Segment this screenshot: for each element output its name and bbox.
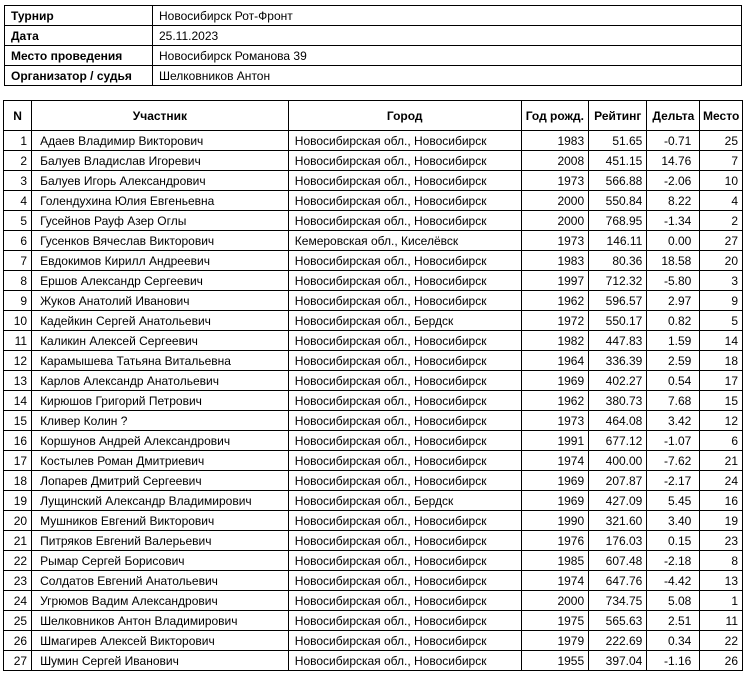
cell-city: Новосибирская обл., Новосибирск xyxy=(288,391,521,411)
cell-rating: 321.60 xyxy=(589,511,647,531)
cell-rating: 336.39 xyxy=(589,351,647,371)
cell-place: 24 xyxy=(700,471,743,491)
cell-birth-year: 2008 xyxy=(521,151,589,171)
cell-delta: 8.22 xyxy=(647,191,700,211)
cell-city: Новосибирская обл., Новосибирск xyxy=(288,531,521,551)
cell-n: 5 xyxy=(4,211,32,231)
table-row xyxy=(4,391,743,411)
cell-city: Новосибирская обл., Новосибирск xyxy=(288,271,521,291)
cell-rating: 397.04 xyxy=(589,651,647,671)
cell-place: 1 xyxy=(700,591,743,611)
cell-n: 9 xyxy=(4,291,32,311)
cell-participant: Рымар Сергей Борисович xyxy=(32,551,289,571)
cell-city: Новосибирская обл., Новосибирск xyxy=(288,291,521,311)
cell-participant: Кирюшов Григорий Петрович xyxy=(32,391,289,411)
cell-birth-year: 2000 xyxy=(521,211,589,231)
cell-city: Новосибирская обл., Новосибирск xyxy=(288,211,521,231)
cell-n: 17 xyxy=(4,451,32,471)
cell-birth-year: 1969 xyxy=(521,471,589,491)
table-row xyxy=(4,271,743,291)
cell-participant: Балуев Владислав Игоревич xyxy=(32,151,289,171)
cell-delta: 2.51 xyxy=(647,611,700,631)
cell-participant: Карамышева Татьяна Витальевна xyxy=(32,351,289,371)
cell-rating: 734.75 xyxy=(589,591,647,611)
header-rating[interactable]: Рейтинг xyxy=(589,101,647,131)
info-value: Шелковников Антон xyxy=(153,66,742,86)
cell-rating: 596.57 xyxy=(589,291,647,311)
cell-place: 8 xyxy=(700,551,743,571)
cell-rating: 222.69 xyxy=(589,631,647,651)
table-row xyxy=(4,291,743,311)
cell-place: 21 xyxy=(700,451,743,471)
cell-n: 19 xyxy=(4,491,32,511)
cell-birth-year: 1983 xyxy=(521,251,589,271)
cell-rating: 550.17 xyxy=(589,311,647,331)
cell-city: Новосибирская обл., Бердск xyxy=(288,311,521,331)
cell-birth-year: 1962 xyxy=(521,291,589,311)
info-row xyxy=(5,6,742,26)
cell-city: Новосибирская обл., Новосибирск xyxy=(288,251,521,271)
cell-n: 3 xyxy=(4,171,32,191)
cell-delta: 3.40 xyxy=(647,511,700,531)
cell-city: Новосибирская обл., Новосибирск xyxy=(288,551,521,571)
table-row xyxy=(4,311,743,331)
cell-n: 8 xyxy=(4,271,32,291)
cell-delta: 0.15 xyxy=(647,531,700,551)
cell-birth-year: 1969 xyxy=(521,371,589,391)
cell-rating: 380.73 xyxy=(589,391,647,411)
cell-place: 9 xyxy=(700,291,743,311)
cell-place: 13 xyxy=(700,571,743,591)
cell-participant: Ершов Александр Сергеевич xyxy=(32,271,289,291)
cell-place: 14 xyxy=(700,331,743,351)
cell-place: 20 xyxy=(700,251,743,271)
cell-participant: Голендухина Юлия Евгеньевна xyxy=(32,191,289,211)
cell-participant: Питряков Евгений Валерьевич xyxy=(32,531,289,551)
cell-delta: 14.76 xyxy=(647,151,700,171)
cell-city: Новосибирская обл., Новосибирск xyxy=(288,591,521,611)
cell-birth-year: 2000 xyxy=(521,191,589,211)
cell-n: 22 xyxy=(4,551,32,571)
cell-birth-year: 1973 xyxy=(521,231,589,251)
cell-place: 27 xyxy=(700,231,743,251)
info-label: Дата xyxy=(5,26,153,46)
cell-delta: -1.07 xyxy=(647,431,700,451)
cell-city: Новосибирская обл., Новосибирск xyxy=(288,611,521,631)
cell-birth-year: 1972 xyxy=(521,311,589,331)
table-row xyxy=(4,531,743,551)
cell-participant: Угрюмов Вадим Александрович xyxy=(32,591,289,611)
cell-rating: 451.15 xyxy=(589,151,647,171)
cell-place: 6 xyxy=(700,431,743,451)
cell-city: Новосибирская обл., Новосибирск xyxy=(288,411,521,431)
table-row xyxy=(4,651,743,671)
cell-rating: 400.00 xyxy=(589,451,647,471)
header-delta[interactable]: Дельта xyxy=(647,101,700,131)
cell-participant: Шелковников Антон Владимирович xyxy=(32,611,289,631)
cell-n: 7 xyxy=(4,251,32,271)
cell-delta: 1.59 xyxy=(647,331,700,351)
table-row xyxy=(4,211,743,231)
cell-birth-year: 1976 xyxy=(521,531,589,551)
table-row xyxy=(4,231,743,251)
cell-birth-year: 1991 xyxy=(521,431,589,451)
cell-birth-year: 1955 xyxy=(521,651,589,671)
cell-rating: 464.08 xyxy=(589,411,647,431)
info-row xyxy=(5,66,742,86)
cell-city: Новосибирская обл., Новосибирск xyxy=(288,451,521,471)
cell-birth-year: 2000 xyxy=(521,591,589,611)
table-row xyxy=(4,511,743,531)
cell-place: 25 xyxy=(700,131,743,151)
cell-n: 1 xyxy=(4,131,32,151)
cell-n: 14 xyxy=(4,391,32,411)
cell-participant: Лопарев Дмитрий Сергеевич xyxy=(32,471,289,491)
table-row xyxy=(4,131,743,151)
cell-rating: 427.09 xyxy=(589,491,647,511)
cell-participant: Гусенков Вячеслав Викторович xyxy=(32,231,289,251)
cell-city: Новосибирская обл., Новосибирск xyxy=(288,171,521,191)
tournament-info-table xyxy=(4,5,742,86)
cell-place: 10 xyxy=(700,171,743,191)
cell-city: Новосибирская обл., Новосибирск xyxy=(288,651,521,671)
cell-place: 23 xyxy=(700,531,743,551)
cell-rating: 566.88 xyxy=(589,171,647,191)
cell-participant: Адаев Владимир Викторович xyxy=(32,131,289,151)
info-label: Турнир xyxy=(5,6,153,26)
cell-rating: 647.76 xyxy=(589,571,647,591)
cell-place: 15 xyxy=(700,391,743,411)
cell-delta: -1.16 xyxy=(647,651,700,671)
table-row xyxy=(4,551,743,571)
cell-birth-year: 1982 xyxy=(521,331,589,351)
cell-city: Новосибирская обл., Новосибирск xyxy=(288,571,521,591)
cell-city: Новосибирская обл., Новосибирск xyxy=(288,351,521,371)
cell-delta: -4.42 xyxy=(647,571,700,591)
info-label: Место проведения xyxy=(5,46,153,66)
cell-city: Новосибирская обл., Новосибирск xyxy=(288,191,521,211)
cell-rating: 447.83 xyxy=(589,331,647,351)
cell-rating: 565.63 xyxy=(589,611,647,631)
cell-participant: Кливер Колин ? xyxy=(32,411,289,431)
table-row xyxy=(4,631,743,651)
cell-participant: Гусейнов Рауф Азер Оглы xyxy=(32,211,289,231)
cell-delta: -2.18 xyxy=(647,551,700,571)
cell-participant: Шмагирев Алексей Викторович xyxy=(32,631,289,651)
cell-birth-year: 1973 xyxy=(521,411,589,431)
table-row xyxy=(4,371,743,391)
cell-place: 3 xyxy=(700,271,743,291)
info-row xyxy=(5,26,742,46)
cell-place: 4 xyxy=(700,191,743,211)
table-row xyxy=(4,611,743,631)
cell-rating: 51.65 xyxy=(589,131,647,151)
cell-place: 16 xyxy=(700,491,743,511)
cell-participant: Жуков Анатолий Иванович xyxy=(32,291,289,311)
table-row xyxy=(4,151,743,171)
cell-n: 21 xyxy=(4,531,32,551)
cell-participant: Кадейкин Сергей Анатольевич xyxy=(32,311,289,331)
cell-birth-year: 1964 xyxy=(521,351,589,371)
cell-place: 5 xyxy=(700,311,743,331)
table-row xyxy=(4,431,743,451)
cell-n: 12 xyxy=(4,351,32,371)
cell-n: 23 xyxy=(4,571,32,591)
cell-n: 13 xyxy=(4,371,32,391)
cell-delta: -5.80 xyxy=(647,271,700,291)
header-city[interactable]: Город xyxy=(288,101,521,131)
header-place[interactable]: Место xyxy=(700,101,743,131)
cell-birth-year: 1985 xyxy=(521,551,589,571)
cell-n: 2 xyxy=(4,151,32,171)
cell-rating: 607.48 xyxy=(589,551,647,571)
info-value: Новосибирск Рот-Фронт xyxy=(153,6,742,26)
cell-rating: 712.32 xyxy=(589,271,647,291)
cell-rating: 207.87 xyxy=(589,471,647,491)
cell-delta: 5.08 xyxy=(647,591,700,611)
cell-rating: 550.84 xyxy=(589,191,647,211)
table-row xyxy=(4,571,743,591)
info-label: Организатор / судья xyxy=(5,66,153,86)
cell-city: Новосибирская обл., Новосибирск xyxy=(288,131,521,151)
header-birth-year[interactable]: Год рожд. xyxy=(521,101,589,131)
cell-place: 7 xyxy=(700,151,743,171)
cell-birth-year: 1990 xyxy=(521,511,589,531)
cell-n: 4 xyxy=(4,191,32,211)
cell-delta: -2.17 xyxy=(647,471,700,491)
cell-delta: 7.68 xyxy=(647,391,700,411)
info-row xyxy=(5,46,742,66)
cell-birth-year: 1979 xyxy=(521,631,589,651)
header-participant[interactable]: Участник xyxy=(32,101,289,131)
cell-place: 19 xyxy=(700,511,743,531)
cell-rating: 768.95 xyxy=(589,211,647,231)
cell-n: 25 xyxy=(4,611,32,631)
cell-place: 11 xyxy=(700,611,743,631)
table-row xyxy=(4,171,743,191)
cell-rating: 677.12 xyxy=(589,431,647,451)
cell-city: Новосибирская обл., Новосибирск xyxy=(288,331,521,351)
cell-rating: 402.27 xyxy=(589,371,647,391)
cell-place: 2 xyxy=(700,211,743,231)
cell-birth-year: 1974 xyxy=(521,451,589,471)
cell-participant: Каликин Алексей Сергеевич xyxy=(32,331,289,351)
cell-participant: Лущинский Александр Владимирович xyxy=(32,491,289,511)
cell-delta: 2.97 xyxy=(647,291,700,311)
table-row xyxy=(4,251,743,271)
cell-place: 12 xyxy=(700,411,743,431)
cell-participant: Коршунов Андрей Александрович xyxy=(32,431,289,451)
cell-place: 26 xyxy=(700,651,743,671)
cell-rating: 80.36 xyxy=(589,251,647,271)
cell-city: Новосибирская обл., Новосибирск xyxy=(288,471,521,491)
cell-birth-year: 1975 xyxy=(521,611,589,631)
cell-participant: Шумин Сергей Иванович xyxy=(32,651,289,671)
table-row xyxy=(4,591,743,611)
cell-rating: 176.03 xyxy=(589,531,647,551)
cell-city: Новосибирская обл., Новосибирск xyxy=(288,151,521,171)
cell-city: Новосибирская обл., Новосибирск xyxy=(288,511,521,531)
cell-place: 18 xyxy=(700,351,743,371)
cell-delta: 0.54 xyxy=(647,371,700,391)
results-header-row xyxy=(4,101,743,131)
cell-participant: Мушников Евгений Викторович xyxy=(32,511,289,531)
cell-participant: Солдатов Евгений Анатольевич xyxy=(32,571,289,591)
cell-birth-year: 1983 xyxy=(521,131,589,151)
table-row xyxy=(4,491,743,511)
header-n[interactable]: N xyxy=(4,101,32,131)
cell-n: 20 xyxy=(4,511,32,531)
cell-city: Новосибирская обл., Бердск xyxy=(288,491,521,511)
cell-delta: 18.58 xyxy=(647,251,700,271)
cell-delta: 5.45 xyxy=(647,491,700,511)
cell-participant: Карлов Александр Анатольевич xyxy=(32,371,289,391)
table-row xyxy=(4,411,743,431)
cell-birth-year: 1969 xyxy=(521,491,589,511)
cell-n: 26 xyxy=(4,631,32,651)
cell-delta: 3.42 xyxy=(647,411,700,431)
cell-delta: 0.00 xyxy=(647,231,700,251)
results-table xyxy=(3,100,743,671)
cell-participant: Костылев Роман Дмитриевич xyxy=(32,451,289,471)
cell-city: Новосибирская обл., Новосибирск xyxy=(288,371,521,391)
cell-birth-year: 1973 xyxy=(521,171,589,191)
info-value: Новосибирск Романова 39 xyxy=(153,46,742,66)
cell-n: 27 xyxy=(4,651,32,671)
table-row xyxy=(4,471,743,491)
table-row xyxy=(4,331,743,351)
cell-delta: -1.34 xyxy=(647,211,700,231)
cell-n: 16 xyxy=(4,431,32,451)
cell-n: 18 xyxy=(4,471,32,491)
cell-n: 24 xyxy=(4,591,32,611)
cell-birth-year: 1997 xyxy=(521,271,589,291)
cell-birth-year: 1974 xyxy=(521,571,589,591)
cell-n: 6 xyxy=(4,231,32,251)
cell-city: Кемеровская обл., Киселёвск xyxy=(288,231,521,251)
cell-delta: -7.62 xyxy=(647,451,700,471)
cell-place: 22 xyxy=(700,631,743,651)
cell-delta: 0.82 xyxy=(647,311,700,331)
info-value: 25.11.2023 xyxy=(153,26,742,46)
cell-n: 11 xyxy=(4,331,32,351)
table-row xyxy=(4,191,743,211)
cell-participant: Евдокимов Кирилл Андреевич xyxy=(32,251,289,271)
table-row xyxy=(4,351,743,371)
cell-rating: 146.11 xyxy=(589,231,647,251)
cell-delta: 0.34 xyxy=(647,631,700,651)
cell-city: Новосибирская обл., Новосибирск xyxy=(288,431,521,451)
cell-birth-year: 1962 xyxy=(521,391,589,411)
cell-delta: -0.71 xyxy=(647,131,700,151)
table-row xyxy=(4,451,743,471)
cell-delta: 2.59 xyxy=(647,351,700,371)
cell-city: Новосибирская обл., Новосибирск xyxy=(288,631,521,651)
cell-n: 15 xyxy=(4,411,32,431)
cell-delta: -2.06 xyxy=(647,171,700,191)
cell-n: 10 xyxy=(4,311,32,331)
cell-participant: Балуев Игорь Александрович xyxy=(32,171,289,191)
cell-place: 17 xyxy=(700,371,743,391)
